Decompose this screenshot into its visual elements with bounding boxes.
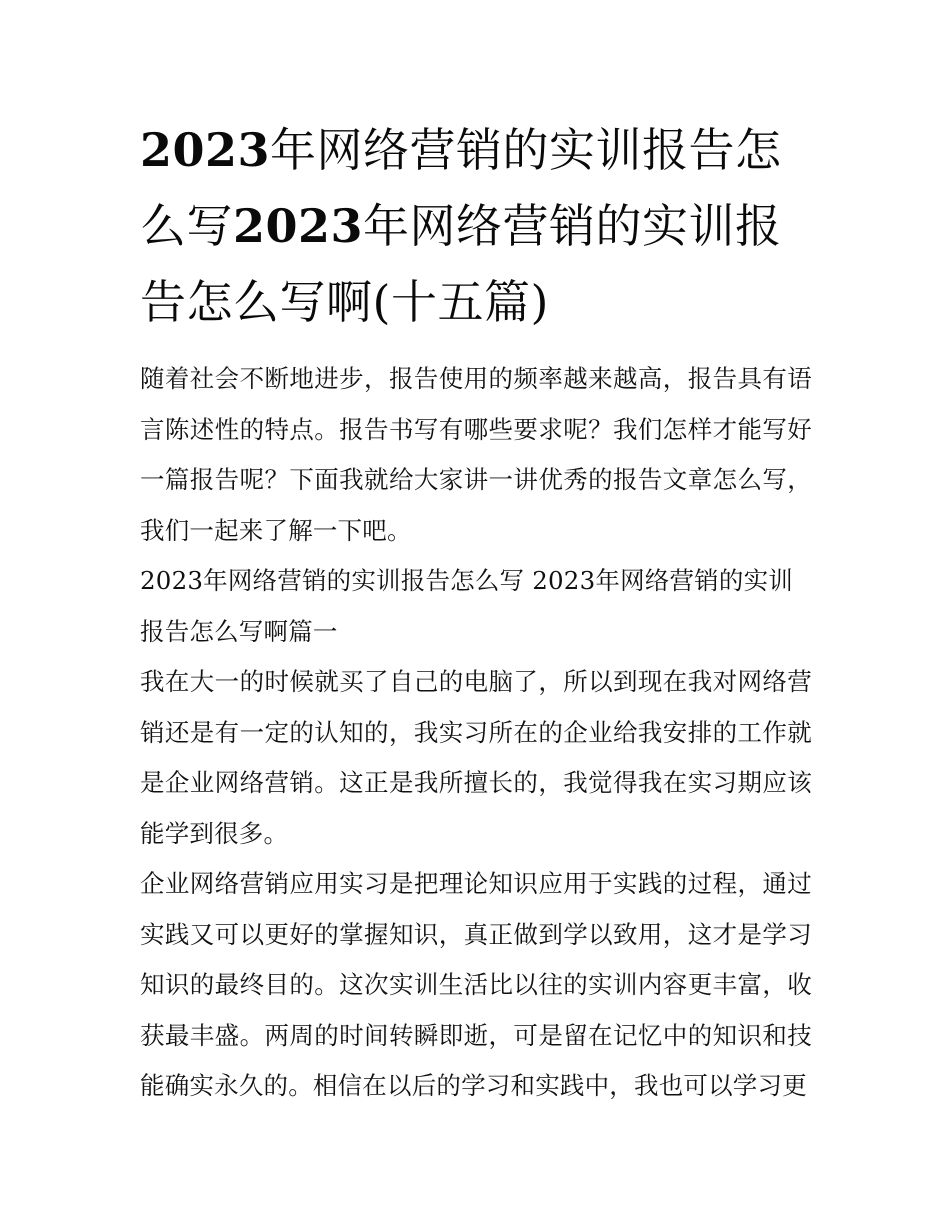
document-title (140, 112, 812, 340)
section-heading: 2023年网络营销的实训报告怎么写 2023年网络营销的实训报告怎么写啊篇一 (140, 566, 793, 646)
body-paragraph-2: 企业网络营销应用实习是把理论知识应用于实践的过程，通过实践又可以更好的掌握知识，真正做到学以致用，这才是学习知识的最终目的。这次实训生活比以往的实训内容更丰富，收获最丰盛。两周的时间转瞬即逝，可是留在记忆中的知识和技能确实永久的。相信在以后的学习和实践中，我也可以学习更 (140, 869, 812, 1100)
title-year-2: 2023 (233, 199, 364, 253)
title-part-2: 年网络营销的实训报告怎么写啊(十五篇) (140, 199, 782, 329)
document-page (140, 112, 812, 1112)
body-paragraph-1: 我在大一的时候就买了自己的电脑了，所以到现在我对网络营销还是有一定的认知的，我实习所在的企业给我安排的工作就是企业网络营销。这正是我所擅长的，我觉得我在实习期应该能学到很多。 (140, 667, 812, 848)
title-part-1: 年网络营销的实训报告怎么写 (140, 123, 782, 253)
title-year-1: 2023 (140, 123, 271, 177)
intro-paragraph: 随着社会不断地进步，报告使用的频率越来越高，报告具有语言陈述性的特点。报告书写有哪些要求呢？我们怎样才能写好一篇报告呢？下面我就给大家讲一讲优秀的报告文章怎么写，我们一起来了解一下吧。 (140, 364, 812, 545)
